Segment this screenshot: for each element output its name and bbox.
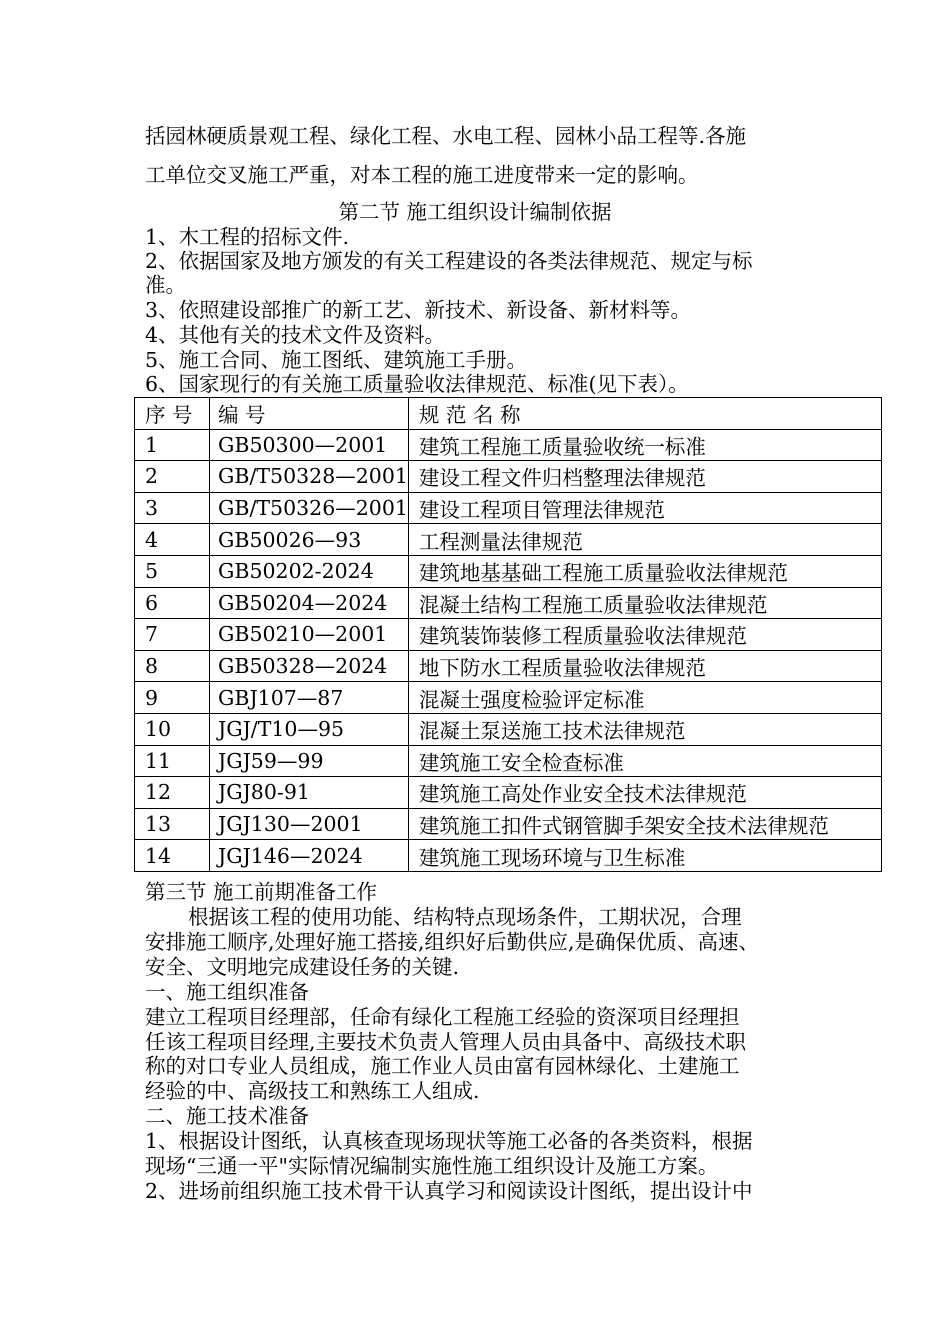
row-spec-name: 建筑施工扣件式钢管脚手架安全技术法律规范 (408, 808, 881, 840)
tech-body-line: 2、进场前组织施工技术骨干认真学习和阅读设计图纸，提出设计中 (145, 1179, 753, 1203)
table-row (135, 650, 882, 682)
tech-body-line: 1、根据设计图纸，认真核查现场现状等施工必备的各类资料，根据 (145, 1129, 753, 1153)
table-row (135, 587, 882, 619)
table-row (135, 429, 882, 461)
row-code: GB50328—2024 (210, 650, 409, 682)
section2-item: 3、依照建设部推广的新工艺、新技术、新设备、新材料等。 (145, 298, 692, 322)
org-body-line: 建立工程项目经理部，任命有绿化工程施工经验的资深项目经理担 (145, 1005, 740, 1029)
section2-item: 4、其他有关的技术文件及资料。 (145, 323, 446, 347)
row-spec-name: 建设工程项目管理法律规范 (408, 492, 881, 524)
section3-intro-line: 安全、文明地完成建设任务的关键. (145, 955, 460, 979)
row-spec-name: 建筑工程施工质量验收统一标准 (408, 429, 881, 461)
section2-item: 准。 (145, 273, 186, 297)
row-serial: 1 (135, 429, 210, 461)
row-code: GBJ107—87 (210, 682, 409, 714)
table-row (135, 682, 882, 714)
row-spec-name: 建筑地基基础工程施工质量验收法律规范 (408, 555, 881, 587)
row-serial: 6 (135, 587, 210, 619)
header-code: 编 号 (210, 398, 409, 430)
row-code: GB/T50326—2001 (210, 492, 409, 524)
org-heading: 一、施工组织准备 (145, 980, 309, 1004)
row-code: JGJ146—2024 (210, 840, 409, 872)
row-code: JGJ59—99 (210, 745, 409, 777)
table-row (135, 619, 882, 651)
header-serial: 序 号 (135, 398, 210, 430)
row-serial: 3 (135, 492, 210, 524)
section2-item: 5、施工合同、施工图纸、建筑施工手册。 (145, 348, 528, 372)
table-row (135, 808, 882, 840)
row-code: GB50204—2024 (210, 587, 409, 619)
section2-title: 第二节 施工组织设计编制依据 (338, 200, 612, 224)
section2-item: 6、国家现行的有关施工质量验收法律规范、标准(见下表）。 (145, 372, 689, 396)
row-serial: 4 (135, 524, 210, 556)
row-serial: 2 (135, 461, 210, 493)
row-serial: 12 (135, 777, 210, 809)
table-row (135, 745, 882, 777)
row-serial: 11 (135, 745, 210, 777)
tech-body-line: 现场“三通一平"实际情况编制实施性施工组织设计及施工方案。 (145, 1154, 719, 1178)
table-row (135, 777, 882, 809)
row-spec-name: 混凝土强度检验评定标准 (408, 682, 881, 714)
row-code: GB50300—2001 (210, 429, 409, 461)
row-spec-name: 混凝土泵送施工技术法律规范 (408, 713, 881, 745)
header-spec-name: 规 范 名 称 (408, 398, 881, 430)
intro-line-2: 工单位交叉施工严重，对本工程的施工进度带来一定的影响。 (145, 163, 699, 187)
row-serial: 8 (135, 650, 210, 682)
row-code: GB50026—93 (210, 524, 409, 556)
org-body-line: 称的对口专业人员组成，施工作业人员由富有园林绿化、土建施工 (145, 1054, 740, 1078)
section3-intro-line: 安排施工顺序,处理好施工搭接,组织好后勤供应,是确保优质、高速、 (145, 930, 760, 954)
table-row (135, 461, 882, 493)
row-serial: 14 (135, 840, 210, 872)
tech-heading: 二、施工技术准备 (145, 1104, 309, 1128)
row-serial: 13 (135, 808, 210, 840)
row-code: GB/T50328—2001 (210, 461, 409, 493)
section3-title: 第三节 施工前期准备工作 (145, 880, 378, 904)
table-row (135, 555, 882, 587)
row-spec-name: 建筑施工高处作业安全技术法律规范 (408, 777, 881, 809)
row-spec-name: 混凝土结构工程施工质量验收法律规范 (408, 587, 881, 619)
row-spec-name: 地下防水工程质量验收法律规范 (408, 650, 881, 682)
row-code: JGJ130—2001 (210, 808, 409, 840)
section3-intro-line: 根据该工程的使用功能、结构特点现场条件，工期状况，合理 (188, 905, 742, 929)
row-code: GB50202-2024 (210, 555, 409, 587)
row-serial: 9 (135, 682, 210, 714)
row-spec-name: 建筑装饰装修工程质量验收法律规范 (408, 619, 881, 651)
section2-item: 2、依据国家及地方颁发的有关工程建设的各类法律规范、规定与标 (145, 249, 753, 273)
row-serial: 7 (135, 619, 210, 651)
table-row (135, 840, 882, 872)
row-spec-name: 建筑施工安全检查标准 (408, 745, 881, 777)
row-spec-name: 建设工程文件归档整理法律规范 (408, 461, 881, 493)
org-body-line: 经验的中、高级技工和熟练工人组成. (145, 1079, 480, 1103)
row-spec-name: 建筑施工现场环境与卫生标准 (408, 840, 881, 872)
intro-line-1: 括园林硬质景观工程、绿化工程、水电工程、园林小品工程等.各施 (145, 124, 747, 148)
table-row (135, 492, 882, 524)
table-header-row (135, 398, 882, 430)
org-body-line: 任该工程项目经理,主要技术负责人管理人员由具备中、高级技术职 (145, 1030, 747, 1054)
row-code: JGJ80-91 (210, 777, 409, 809)
row-code: GB50210—2001 (210, 619, 409, 651)
row-serial: 10 (135, 713, 210, 745)
row-spec-name: 工程测量法律规范 (408, 524, 881, 556)
row-serial: 5 (135, 555, 210, 587)
table-row (135, 713, 882, 745)
section2-item: 1、木工程的招标文件. (145, 225, 350, 249)
standards-table (134, 397, 882, 872)
table-row (135, 524, 882, 556)
row-code: JGJ/T10—95 (210, 713, 409, 745)
